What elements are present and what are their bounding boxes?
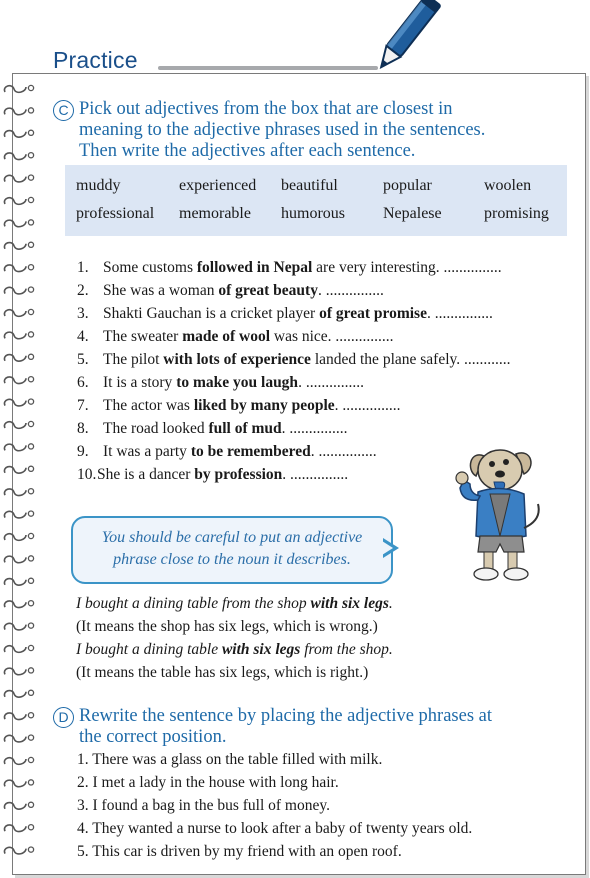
binding-ring bbox=[4, 847, 33, 854]
sentence-number: 2. bbox=[77, 282, 89, 299]
word-box-word: Nepalese bbox=[383, 205, 442, 222]
sentence-text: The road looked full of mud. ............... bbox=[103, 420, 348, 437]
sentence-number: 9. bbox=[77, 443, 89, 460]
example-sentences bbox=[76, 595, 566, 687]
sentence-item bbox=[77, 397, 572, 420]
rewrite-item: 3. I found a bag in the bus full of money. bbox=[77, 797, 330, 814]
sentence-text: It was a party to be remembered. ............... bbox=[103, 443, 377, 460]
binding-ring bbox=[4, 578, 33, 585]
sentence-number: 5. bbox=[77, 351, 89, 368]
sentence-item bbox=[77, 351, 572, 374]
binding-ring bbox=[4, 735, 33, 742]
binding-ring bbox=[4, 175, 33, 182]
binding-ring bbox=[4, 421, 33, 428]
adjective-phrase: full of mud bbox=[208, 420, 282, 437]
binding-ring bbox=[4, 466, 33, 473]
exercise-d-list bbox=[77, 751, 572, 866]
sentence-number: 4. bbox=[77, 328, 89, 345]
binding-ring bbox=[4, 377, 33, 384]
section-d-badge: D bbox=[53, 707, 74, 728]
binding-ring bbox=[4, 332, 33, 339]
binding-ring bbox=[4, 130, 33, 137]
adjective-word-box bbox=[65, 165, 567, 236]
adjective-phrase: to be remembered bbox=[190, 443, 311, 460]
sentence-number: 7. bbox=[77, 397, 89, 414]
sentence-text: Shakti Gauchan is a cricket player of great promise. ............... bbox=[103, 305, 493, 322]
binding-ring bbox=[4, 309, 33, 316]
sentence-item bbox=[77, 328, 572, 351]
binding-ring bbox=[4, 489, 33, 496]
rewrite-item: 1. There was a glass on the table filled with milk. bbox=[77, 751, 383, 768]
pen-icon bbox=[366, 0, 446, 74]
word-box-word: muddy bbox=[76, 177, 121, 194]
binding-ring bbox=[4, 242, 33, 249]
dog-mascot-illustration bbox=[440, 440, 560, 585]
word-box-word: beautiful bbox=[281, 177, 338, 194]
word-box-word: professional bbox=[76, 205, 155, 222]
adjective-phrase: with lots of experience bbox=[163, 351, 311, 368]
example-line: I bought a dining table with six legs from the shop. bbox=[76, 641, 393, 658]
tip-text: You should be careful to put an adjective phrase close to the noun it describes. bbox=[101, 529, 363, 568]
word-box-word: popular bbox=[383, 177, 432, 194]
binding-ring bbox=[4, 85, 33, 92]
binding-ring bbox=[4, 533, 33, 540]
binding-ring bbox=[4, 265, 33, 272]
adjective-phrase: liked by many people bbox=[193, 397, 335, 414]
word-box-word: memorable bbox=[179, 205, 251, 222]
adjective-phrase: by profession bbox=[194, 466, 283, 483]
binding-ring bbox=[4, 780, 33, 787]
sentence-item bbox=[77, 374, 572, 397]
word-box-word: experienced bbox=[179, 177, 257, 194]
sentence-text: It is a story to make you laugh. ............... bbox=[103, 374, 364, 391]
page-title: Practice bbox=[53, 47, 138, 73]
binding-ring bbox=[4, 825, 33, 832]
sentence-text: She was a woman of great beauty. ............... bbox=[103, 282, 384, 299]
binding-ring bbox=[4, 444, 33, 451]
adjective-phrase: to make you laugh bbox=[176, 374, 299, 391]
sentence-text: The actor was liked by many people. ............... bbox=[103, 397, 401, 414]
binding-ring bbox=[4, 556, 33, 563]
binding-ring bbox=[4, 645, 33, 652]
rewrite-item: 2. I met a lady in the house with long hair. bbox=[77, 774, 339, 791]
sentence-number: 3. bbox=[77, 305, 89, 322]
page-header bbox=[0, 0, 590, 78]
binding-ring bbox=[4, 287, 33, 294]
example-line: I bought a dining table from the shop with six legs. bbox=[76, 595, 393, 612]
sentence-item bbox=[77, 305, 572, 328]
adjective-phrase: of great promise bbox=[319, 305, 427, 322]
sentence-number: 6. bbox=[77, 374, 89, 391]
example-note: (It means the shop has six legs, which is wrong.) bbox=[76, 618, 378, 635]
binding-ring bbox=[4, 668, 33, 675]
section-c-instruction bbox=[53, 99, 573, 162]
example-note: (It means the table has six legs, which is right.) bbox=[76, 664, 369, 681]
word-box-word: humorous bbox=[281, 205, 345, 222]
spiral-binding bbox=[0, 78, 46, 878]
binding-ring bbox=[4, 690, 33, 697]
sentence-item bbox=[77, 259, 572, 282]
sentence-number: 1. bbox=[77, 259, 89, 276]
rewrite-item: 5. This car is driven by my friend with an open roof. bbox=[77, 843, 402, 860]
binding-ring bbox=[4, 197, 33, 204]
binding-ring bbox=[4, 623, 33, 630]
adjective-phrase: of great beauty bbox=[218, 282, 318, 299]
word-row-2 bbox=[65, 205, 567, 227]
word-box-word: woolen bbox=[484, 177, 532, 194]
binding-ring bbox=[4, 220, 33, 227]
word-row-1 bbox=[65, 177, 567, 199]
word-box-word: promising bbox=[484, 205, 549, 222]
sentence-number: 10. bbox=[77, 466, 97, 483]
rewrite-item: 4. They wanted a nurse to look after a baby of twenty years old. bbox=[77, 820, 473, 837]
adjective-phrase: made of wool bbox=[182, 328, 271, 345]
adjective-phrase: with six legs bbox=[221, 641, 301, 658]
section-c-badge: C bbox=[53, 100, 74, 121]
sentence-text: The sweater made of wool was nice. ............... bbox=[103, 328, 394, 345]
adjective-phrase: with six legs bbox=[310, 595, 389, 612]
binding-ring bbox=[4, 511, 33, 518]
sentence-text: Some customs followed in Nepal are very interesting. ............... bbox=[103, 259, 502, 276]
sentence-number: 8. bbox=[77, 420, 89, 437]
tip-speech-bubble bbox=[71, 516, 393, 584]
sentence-item bbox=[77, 282, 572, 305]
binding-ring bbox=[4, 802, 33, 809]
sentence-text: She is a dancer by profession. ............... bbox=[97, 466, 349, 483]
sentence-text: The pilot with lots of experience landed the plane safely. ............ bbox=[103, 351, 511, 368]
binding-ring bbox=[4, 354, 33, 361]
binding-ring bbox=[4, 757, 33, 764]
section-d-instruction bbox=[53, 706, 573, 748]
binding-ring bbox=[4, 108, 33, 115]
binding-ring bbox=[4, 153, 33, 160]
adjective-phrase: followed in Nepal bbox=[196, 259, 313, 276]
section-d-text: Rewrite the sentence by placing the adjective phrases at the correct position. bbox=[79, 706, 492, 747]
title-underline bbox=[158, 66, 378, 70]
section-c-text: Pick out adjectives from the box that are closest in meaning to the adjective phrases used in the sentences. Then write the adjectives after each sentence. bbox=[79, 99, 486, 161]
binding-ring bbox=[4, 399, 33, 406]
binding-ring bbox=[4, 713, 33, 720]
binding-ring bbox=[4, 601, 33, 608]
